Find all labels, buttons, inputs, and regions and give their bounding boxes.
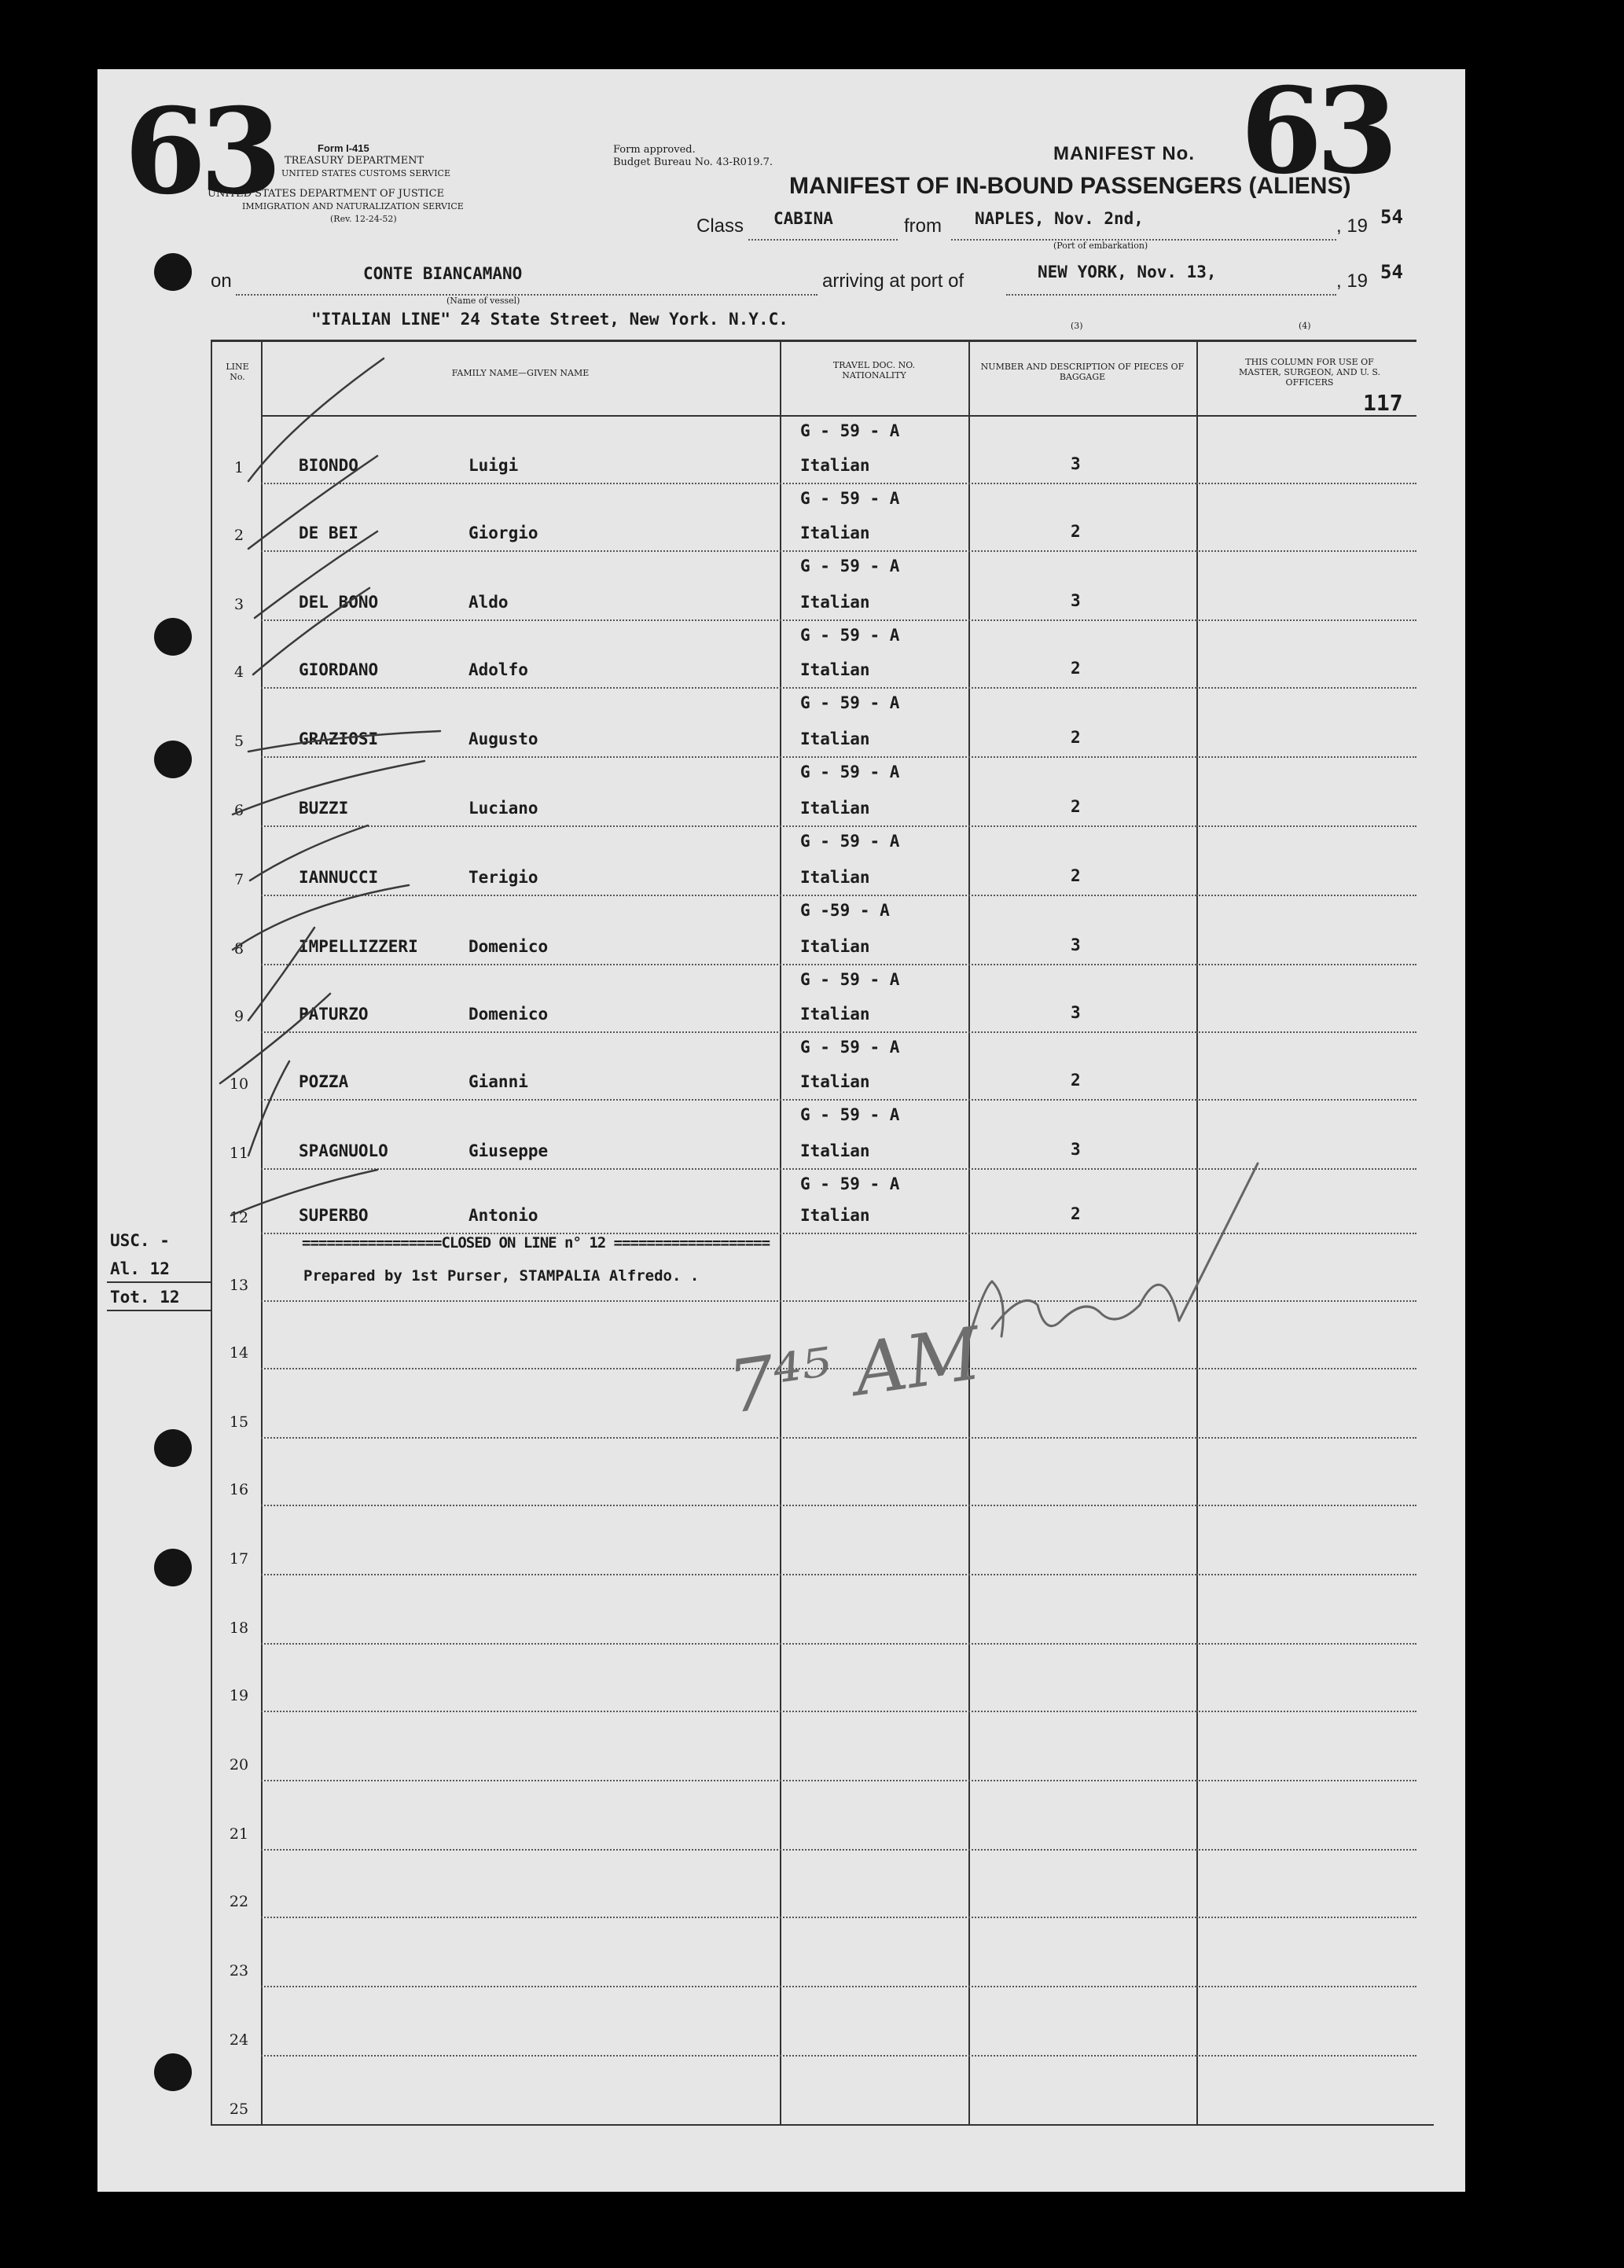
row-separator-officer [1196,1505,1416,1506]
vessel-label: (Name of vessel) [446,296,520,306]
travel-doc-number: G - 59 - A [800,1105,900,1124]
given-name: Giorgio [468,524,538,542]
table-left-border [211,340,212,2126]
line-number: 25 [229,2101,249,2118]
baggage-count: 2 [1071,522,1081,541]
arriving-label: arriving at port of [822,270,964,292]
line-number: 17 [229,1550,249,1568]
nationality: Italian [800,1072,870,1091]
given-name: Antonio [468,1206,538,1225]
punch-hole [154,2053,192,2091]
row-separator [261,1168,1196,1170]
header-name: FAMILY NAME—GIVEN NAME [451,368,590,378]
row-separator-officer [1196,964,1416,965]
baggage-count: 2 [1071,797,1081,816]
family-name: SUPERBO [299,1206,369,1225]
port-embark-label: (Port of embarkation) [1053,241,1148,251]
year2-prefix: , 19 [1336,270,1369,292]
travel-doc-number: G - 59 - A [800,1038,900,1057]
tally-rule-bottom [107,1310,211,1311]
baggage-count: 3 [1071,591,1081,610]
tally-usc: USC. - [110,1231,170,1250]
row-separator-officer [1196,895,1416,896]
from-label: from [904,215,942,237]
row-separator-officer [1196,825,1416,827]
given-name: Giuseppe [468,1141,549,1160]
row-separator-officer [1196,1574,1416,1575]
baggage-count: 2 [1071,1071,1081,1090]
baggage-count: 3 [1071,454,1081,473]
arrival-value: NEW YORK, Nov. 13, [1038,263,1217,281]
given-name: Domenico [468,937,549,956]
row-separator [261,483,1196,484]
family-name: IMPELLIZZERI [299,937,418,956]
travel-doc-number: G - 59 - A [800,557,900,575]
header-officers: THIS COLUMN FOR USE OF MASTER, SURGEON, AND U. S. OFFICERS [1238,357,1380,388]
tally-aliens: Al. 12 [110,1259,170,1278]
row-separator-officer [1196,1986,1416,1987]
manifest-no-label: MANIFEST No. [1053,143,1195,164]
line-number: 4 [233,663,244,681]
punch-hole [154,253,192,291]
line-number: 24 [229,2031,249,2049]
line-number: 19 [229,1687,249,1704]
nationality: Italian [800,799,870,818]
nationality: Italian [800,937,870,956]
row-separator [261,1574,1196,1575]
travel-doc-number: G - 59 - A [800,832,900,851]
row-separator-officer [1196,1437,1416,1439]
nationality: Italian [800,524,870,542]
row-separator-officer [1196,1031,1416,1033]
family-name: GRAZIOSI [299,730,379,748]
row-separator [261,1300,1196,1302]
row-separator [261,550,1196,552]
travel-doc-number: G -59 - A [800,901,890,920]
given-name: Terigio [468,868,538,887]
row-separator-officer [1196,1917,1416,1918]
line-number: 21 [229,1825,249,1843]
row-separator [261,1917,1196,1918]
given-name: Augusto [468,730,538,748]
line-number: 1 [233,459,244,476]
form-revision: (Rev. 12-24-52) [330,214,397,224]
travel-doc-number: G - 59 - A [800,489,900,508]
col3-mark: (3) [1071,321,1083,331]
manifest-stamp-left: 63 [124,83,276,221]
baggage-count: 2 [1071,1204,1081,1223]
nationality: Italian [800,730,870,748]
ins-service: IMMIGRATION AND NATURALIZATION SERVICE [242,201,464,211]
table-top-border [211,340,1416,342]
row-separator-officer [1196,1368,1416,1369]
class-value: CABINA [773,209,833,228]
punch-hole [154,1429,192,1467]
row-separator [261,687,1196,689]
baggage-count: 2 [1071,866,1081,885]
row-separator [261,1031,1196,1033]
family-name: GIORDANO [299,660,379,679]
header-line-no: LINE No. [226,362,249,382]
nationality: Italian [800,1005,870,1024]
row-separator [261,619,1196,621]
tally-total: Tot. 12 [110,1288,180,1307]
year-prefix: , 19 [1336,215,1369,237]
col4-mark: (4) [1299,321,1311,331]
row-separator [261,1986,1196,1987]
row-separator-officer [1196,687,1416,689]
punch-hole [154,1549,192,1586]
line-number: 23 [229,1962,249,1979]
header-baggage: NUMBER AND DESCRIPTION OF PIECES OF BAGGAGE [980,362,1185,382]
row-separator [261,2055,1196,2057]
vessel-underline [236,294,818,296]
line-number: 18 [229,1619,249,1637]
given-name: Aldo [468,593,509,612]
family-name: BIONDO [299,456,358,475]
row-separator [261,825,1196,827]
row-separator-officer [1196,756,1416,758]
nationality: Italian [800,868,870,887]
row-separator-officer [1196,1099,1416,1101]
officer-count: 117 [1363,390,1403,416]
travel-doc-number: G - 59 - A [800,421,900,440]
given-name: Domenico [468,1005,549,1024]
family-name: PATURZO [299,1005,369,1024]
class-underline [748,239,898,241]
family-name: POZZA [299,1072,349,1091]
line-number: 20 [229,1756,249,1774]
baggage-count: 2 [1071,728,1081,747]
line-number: 10 [229,1075,249,1093]
on-label: on [211,270,232,292]
row-separator-officer [1196,1233,1416,1234]
row-separator [261,756,1196,758]
baggage-count: 3 [1071,936,1081,954]
row-separator-officer [1196,619,1416,621]
family-name: IANNUCCI [299,868,379,887]
form-approved: Form approved. [613,144,696,156]
manifest-stamp-right: 63 [1240,62,1392,200]
row-separator-officer [1196,1643,1416,1645]
row-separator-officer [1196,1711,1416,1712]
line-number: 11 [229,1145,249,1162]
row-separator-officer [1196,1168,1416,1170]
row-separator [261,964,1196,965]
row-separator [261,1849,1196,1851]
treasury-dept: TREASURY DEPARTMENT [285,155,424,167]
nationality: Italian [800,660,870,679]
travel-doc-number: G - 59 - A [800,693,900,712]
family-name: BUZZI [299,799,349,818]
manifest-title: MANIFEST OF IN-BOUND PASSENGERS (ALIENS) [789,173,1351,199]
row-separator [261,1643,1196,1645]
row-separator-officer [1196,550,1416,552]
given-name: Luigi [468,456,519,475]
prepared-by: Prepared by 1st Purser, STAMPALIA Alfredo. . [303,1267,700,1285]
travel-doc-number: G - 59 - A [800,763,900,781]
row-separator [261,1711,1196,1712]
row-separator [261,1437,1196,1439]
line-number: 15 [229,1413,249,1431]
handwritten-time: 7⁴⁵ AM [723,1311,987,1430]
vessel-name: CONTE BIANCAMANO [363,264,523,283]
travel-doc-number: G - 59 - A [800,1174,900,1193]
row-separator [261,1780,1196,1781]
row-separator-officer [1196,2055,1416,2057]
family-name: DE BEI [299,524,358,542]
row-separator [261,1099,1196,1101]
baggage-count: 3 [1071,1003,1081,1022]
nationality: Italian [800,1206,870,1225]
arrival-underline [1006,294,1336,296]
nationality: Italian [800,593,870,612]
header-travel-doc: TRAVEL DOC. NO. NATIONALITY [832,360,916,380]
line-number: 13 [229,1277,249,1294]
manifest-sheet [97,62,1465,2192]
table-bottom-border [211,2124,1434,2126]
closed-on-line: =================CLOSED ON LINE n° 12 =================== [302,1234,770,1252]
agent-address: "ITALIAN LINE" 24 State Street, New York. N.Y.C. [311,310,788,329]
row-separator-officer [1196,1849,1416,1851]
justice-dept: UNITED STATES DEPARTMENT OF JUSTICE [208,188,445,200]
row-separator [261,895,1196,896]
row-separator-officer [1196,483,1416,484]
year2-value: 54 [1380,261,1403,283]
line-number: 22 [229,1893,249,1910]
line-number: 3 [233,596,244,613]
form-id: Form I-415 [318,142,369,154]
tally-rule [107,1281,211,1283]
line-number: 5 [233,733,244,750]
line-number: 2 [233,527,244,544]
baggage-count: 3 [1071,1140,1081,1159]
line-number: 16 [229,1481,249,1498]
line-number: 14 [229,1344,249,1362]
from-value: NAPLES, Nov. 2nd, [975,209,1144,228]
row-separator-officer [1196,1780,1416,1781]
given-name: Luciano [468,799,538,818]
family-name: SPAGNUOLO [299,1141,388,1160]
line-number: 6 [233,802,244,819]
line-number: 7 [233,871,244,888]
customs-service: UNITED STATES CUSTOMS SERVICE [281,168,450,178]
line-number: 9 [233,1008,244,1025]
row-separator-officer [1196,1300,1416,1302]
header-divider [261,415,1416,417]
line-number: 8 [233,940,244,958]
punch-hole [154,741,192,778]
nationality: Italian [800,456,870,475]
baggage-count: 2 [1071,659,1081,678]
row-separator [261,1505,1196,1506]
travel-doc-number: G - 59 - A [800,626,900,645]
travel-doc-number: G - 59 - A [800,970,900,989]
year-value: 54 [1380,206,1403,228]
given-name: Gianni [468,1072,528,1091]
nationality: Italian [800,1141,870,1160]
punch-hole [154,618,192,656]
budget-bureau: Budget Bureau No. 43-R019.7. [613,156,773,168]
family-name: DEL BONO [299,593,379,612]
given-name: Adolfo [468,660,528,679]
class-label: Class [696,215,744,237]
line-number: 12 [229,1209,249,1226]
